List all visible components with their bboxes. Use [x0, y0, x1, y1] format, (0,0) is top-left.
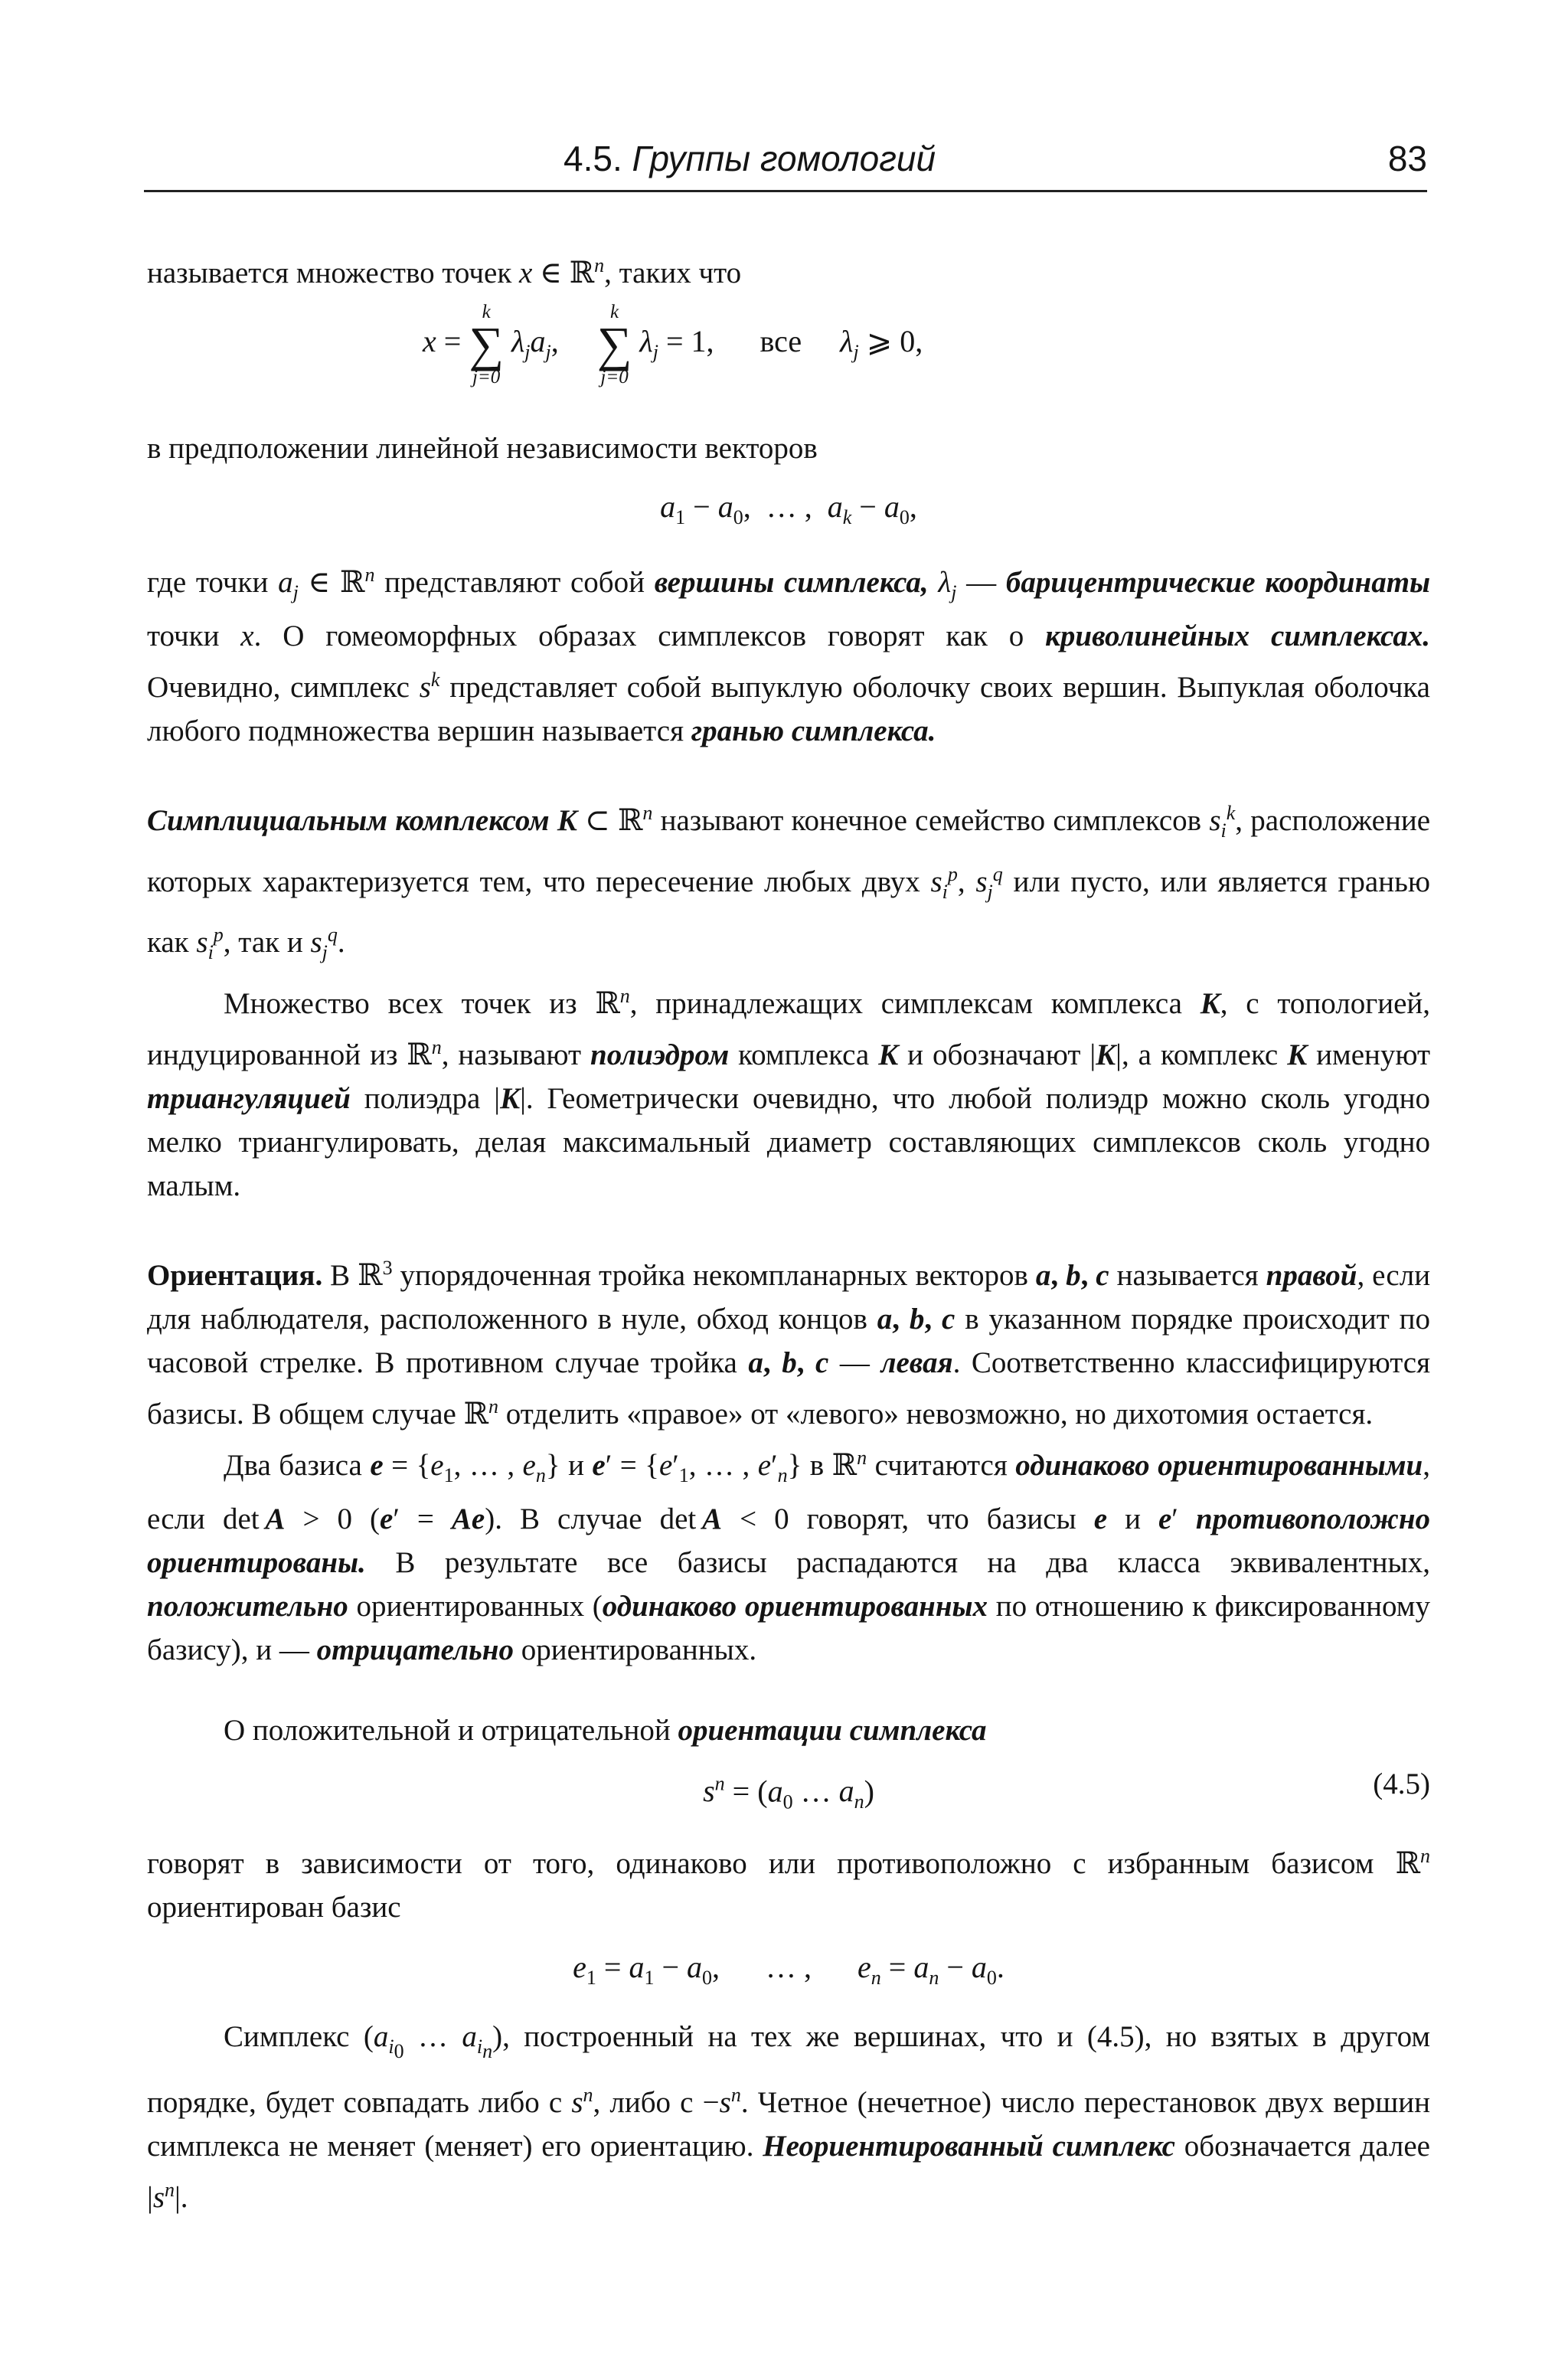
text-span: полиэдром — [590, 1038, 730, 1072]
text-span: называется — [1116, 1259, 1259, 1293]
text-span: , таких что — [604, 257, 742, 289]
text-span: представляет собой выпуклую оболочку своих вершин. Выпуклая оболочка любого подмножества вершин называется — [147, 670, 1430, 747]
text-span: ориентированных. — [521, 1633, 757, 1666]
text-span: , если для наблюдателя, расположенного в нуле, обход концов — [147, 1259, 1431, 1336]
text-span: , принадлежащих симплексам комплекса — [629, 987, 1182, 1021]
text-span: Очевидно, симплекс — [147, 670, 410, 704]
paragraph-6: Ориентация. В ℝ$^3$ упорядоченная тройка некомпланарных векторов a, b, c называется правой, если для наблюдателя, расположенного в нуле, обход концов a, b, c в указанном порядке происходит по часовой стрелке. В противном случае тройка a, b, c — левая. Соответственно классифицируются базисы. В общем случае ℝ$^n$ отделить «правое» от «левого» невозможно, но дихотомия остается. — [147, 1257, 1431, 1431]
text-span: комплекса — [738, 1038, 870, 1072]
text-span: Два базиса — [224, 1449, 362, 1483]
text-span: . О гомеоморфных образах симплексов говорят как о — [253, 619, 1024, 652]
text-span: ориентации симплекса — [678, 1713, 987, 1747]
text-span: представляют собой — [384, 566, 645, 599]
text-span: триангуляцией — [147, 1082, 351, 1116]
text-span: называют конечное семейство симплексов — [660, 803, 1202, 837]
text-span: , построенный на тех же вершинах, что и (4.5), но взятых в другом порядке, будет совпадать либо с — [147, 2020, 1431, 2120]
text-span: , либо с — [593, 2086, 694, 2120]
paragraph-1: называется множество точек x ∈ ℝ$^n$, таких что — [147, 254, 742, 289]
text-span: отрицательно — [316, 1633, 514, 1666]
text-span: В результате все базисы распадаются на два класса эквивалентных, — [395, 1545, 1430, 1579]
text-span: , так и — [223, 926, 303, 960]
text-span: — — [966, 566, 997, 599]
text-span: где точки — [147, 566, 269, 599]
paragraph-4: Симплициальным комплексом K ⊂ ℝ$^n$ называют конечное семейство симплексов $s_i^k$, расположение которых характеризуется тем, что пересечение любых двух $s_i^p$, $s_j^q$ или пусто, или является гранью как $s_i^p$, так и $s_j^q$. — [147, 801, 1431, 964]
header-title — [564, 138, 936, 179]
main-text — [147, 244, 1430, 2219]
paragraph-9: говорят в зависимости от того, одинаково или противоположно с избранным базисом ℝ$^n$ ориентирован базис — [147, 1845, 1430, 1924]
text-span: , если — [147, 1449, 1430, 1535]
text-span: ориентированных ( — [356, 1589, 603, 1623]
text-span: и обозначают — [907, 1038, 1081, 1072]
paragraph-5: Множество всех точек из ℝ$^n$, принадлежащих симплексам комплекса K, с топологией, индуцированной из ℝ$^n$, называют полиэдром комплекса K и обозначают |K|, а комплекс K именуют триангуляцией полиэдра |K|. Геометрически очевидно, что любой полиэдр можно сколь угодно мелко триангулировать, делая максимальный диаметр составляющих симплексов сколь угодно малым. — [147, 985, 1431, 1203]
text-span: Симплекс — [224, 2020, 350, 2054]
text-span: гранью симплекса. — [691, 714, 936, 747]
text-span: О положительной и отрицательной — [224, 1713, 671, 1747]
text-span: Симплициальным комплексом — [147, 803, 550, 837]
text-span: именуют — [1316, 1038, 1431, 1072]
text-span: обозначается далее — [1184, 2130, 1430, 2163]
text-span: считаются — [874, 1449, 1008, 1483]
text-span: одинаково ориентированными — [1015, 1449, 1423, 1483]
text-span: упорядоченная тройка некомпланарных векторов — [400, 1259, 1028, 1293]
running-header — [144, 130, 1427, 192]
text-span: , с топологией, индуцированной из — [147, 987, 1431, 1072]
page-number: 83 — [1387, 139, 1427, 178]
text-span: полиэдра — [364, 1082, 481, 1116]
text-span: . Четное (нечетное) число перестановок двух вершин симплекса не меняет (меняет) его ориентацию. — [147, 2086, 1431, 2163]
text-span: одинаково ориентированных — [602, 1589, 988, 1623]
paragraph-7: Два базиса $e = \{e_1$, … , $e_n$} и $e' = \{e'_1$, … , $e'_n$} в ℝ$^n$ считаются одинаково ориентированными, если det A > 0 (e′ = Ae). В случае det A < 0 говорят, что базисы e и e′ противоположно ориентированы. В результате все базисы распадаются на два класса эквивалентных, положительно ориентированных (одинаково ориентированных по отношению к фиксированному базису), и — отрицательно ориентированных. — [147, 1447, 1431, 1666]
text-span: в предположении линейной независимости векторов — [147, 432, 818, 465]
formula-barycentric: x = k ∑ j=0 $\lambda_ja_j$, k ∑ j=0 $\lambda_j = 1$, все $\lambda_j$ ⩾ 0, — [423, 302, 923, 387]
formula-basis: $e_1 = a_1 - a_0$, … , $e_n = a_n - a_0$. — [573, 1950, 1004, 1990]
text-span: говорят, что базисы — [806, 1502, 1076, 1535]
text-span: по отношению к фиксированному базису), и — — [147, 1589, 1430, 1666]
text-span: левая — [880, 1346, 953, 1380]
equation-number: (4.5) — [1373, 1767, 1430, 1800]
text-span: называется множество точек — [147, 257, 512, 289]
formula-4-5: $s^n = (a_0$ … $a_n$) (4.5) — [147, 1763, 1430, 1823]
text-span: и — [568, 1449, 584, 1483]
text-span: . В случае — [495, 1502, 642, 1535]
text-span: все — [760, 324, 802, 359]
paragraph-2 — [147, 427, 1430, 470]
text-span: точки — [147, 619, 220, 652]
text-span: барицентрические координаты — [1005, 566, 1431, 599]
header-chapter-title: Группы гомологий — [632, 139, 936, 178]
text-span: отделить «правое» от «левого» невозможно, но дихотомия остается. — [505, 1398, 1374, 1431]
text-span: , называют — [441, 1038, 582, 1072]
text-span: или пусто, или является гранью как — [147, 865, 1430, 960]
text-span: , а комплекс — [1121, 1038, 1279, 1072]
text-span: . Соответственно классифицируются базисы. В общем случае — [147, 1346, 1431, 1431]
text-span: В — [330, 1259, 351, 1293]
text-span: в указанном порядке происходит по часовой стрелке. В противном случае тройка — [147, 1303, 1431, 1380]
text-span: Множество всех точек из — [224, 987, 577, 1021]
text-span: . Геометрически очевидно, что любой полиэдр можно сколь угодно мелко триангулировать, делая максимальный диаметр составляющих симплексов сколь угодно малым. — [147, 1082, 1431, 1203]
paragraph-10: Симплекс ($a_{i_0}$ … $a_{i_n}$), построенный на тех же вершинах, что и (4.5), но взятых в другом порядке, будет совпадать либо с $s^n$, либо $с -s^n$. Четное (нечетное) число перестановок двух вершин симплекса не меняет (меняет) его ориентацию. Неориентированный симплекс обозначается далее $|s^n|$. — [147, 2020, 1431, 2215]
formula-vectors: $a_1 - a_0$, … , $a_k - a_0$, — [660, 489, 917, 528]
header-section: 4.5. — [564, 139, 622, 178]
text-span: правой — [1266, 1259, 1357, 1293]
text-span: Неориентированный симплекс — [763, 2130, 1175, 2163]
text-span: вершины симплекса, — [654, 566, 929, 599]
text-span: в — [809, 1449, 825, 1483]
text-span: положительно — [147, 1589, 348, 1623]
text-span: ориентирован базис — [147, 1891, 401, 1924]
text-span: говорят в зависимости от того, одинаково или противоположно с избранным базисом — [147, 1847, 1374, 1881]
text-span: , расположение которых характеризуется тем, что пересечение любых двух — [147, 803, 1431, 898]
paragraph-heading: Ориентация. — [147, 1259, 323, 1293]
text-span: криволинейных симплексах. — [1045, 619, 1431, 652]
paragraph-3: где точки $a_j$ ∈ ℝ$^n$ представляют собой вершины симплекса, $\lambda_j$ — барицентрические координаты точки x. О гомеоморфных образах симплексов говорят как о криволинейных симплексах. Очевидно, симплекс $s^k$ представляет собой выпуклую оболочку своих вершин. Выпуклая оболочка любого подмножества вершин называется гранью симплекса. — [147, 564, 1431, 747]
paragraph-8 — [147, 1709, 1430, 1752]
text-span: противоположно ориентированы. — [147, 1502, 1431, 1579]
